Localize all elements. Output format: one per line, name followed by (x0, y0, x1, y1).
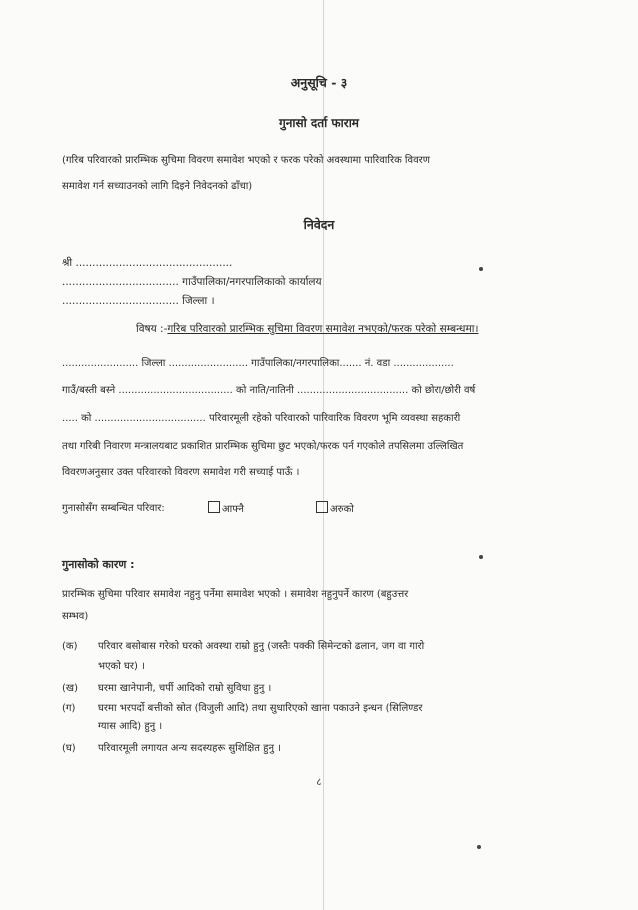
address-line-2: ................................... गाउँपालिका/नगरपालिकाको कार्यालय (62, 276, 322, 288)
intro-line-2: समावेश गर्न सच्याउनको लागि दिइने निवेदनको ढाँचा) (62, 181, 253, 192)
item-ga-label: (ग) (62, 703, 76, 714)
item-ga-line-1: घरमा भरपर्दो बत्तीको स्रोत (विजुली आदि) तथा सुधारिएको खाना पकाउने इन्धन (सिलिण्डर (98, 703, 423, 714)
item-ga-line-2: ग्यास आदि) हुनु । (98, 721, 163, 732)
intro-line-1: (गरिब परिवारको प्रारम्भिक सुचिमा विवरण समावेश भएको र फरक परेको अवस्थामा पारिवारिक विवरण (62, 155, 430, 166)
annex-title: अनुसूचि - ३ (290, 75, 348, 90)
subject-text: गरिब परिवारको प्रारम्भिक सुचिमा विवरण समावेश नभएको/फरक परेको सम्बन्धमा। (167, 323, 479, 335)
other-checkbox[interactable] (316, 501, 328, 513)
item-kha-line-1: घरमा खानेपानी, चर्पी आदिको राम्रो सुविधा हुनु । (98, 683, 272, 694)
application-heading: निवेदन (303, 217, 335, 232)
reason-intro-1: प्रारम्भिक सुचिमा परिवार समावेश नहुनु पर्नेमा समावेश भएको । समावेश नहुनुपर्ने कारण (बहुउत्तर (62, 589, 409, 600)
option-self[interactable] (208, 501, 244, 517)
body-line-3: ..... को ................................... परिवारमूली रहेको परिवारको पारिवारिक विवरण भूमि व्यवस्था सहकारी (62, 413, 461, 424)
subject-line (136, 322, 478, 336)
option-self-label: आफ्नै (222, 504, 244, 515)
reason-intro-2: सम्भव) (62, 611, 89, 622)
page-fold-line (323, 0, 324, 910)
scan-speck (479, 555, 483, 559)
family-label: गुनासोसँग सम्बन्धित परिवार: (62, 503, 165, 514)
subject-label: विषय :- (136, 323, 168, 335)
form-title: गुनासो दर्ता फाराम (279, 116, 359, 130)
self-checkbox[interactable] (208, 501, 220, 513)
item-ka-label: (क) (62, 641, 78, 652)
page-number: ८ (316, 777, 322, 788)
item-ka-line-2: भएको घर) । (98, 661, 145, 672)
body-line-4: तथा गरिबी निवारण मन्त्रालयबाट प्रकाशित प्रारम्भिक सुचिमा छुट भएको/फरक पर्न गएकोले तपसिलमा उल्लिखित (62, 441, 464, 452)
item-gha-line-1: परिवारमूली लगायत अन्य सदस्यहरू सुशिक्षित हुनु । (98, 743, 282, 754)
body-line-5: विवरणअनुसार उक्त परिवारको विवरण समावेश गरी सच्याई पाऊँ । (62, 467, 300, 478)
item-gha-label: (घ) (62, 743, 76, 754)
option-other-label: अरुको (330, 504, 354, 515)
body-line-1: ........................ जिल्ला ......................... गाउँपालिका/नगरपालिका....... नं. वडा ................... (62, 358, 454, 369)
reason-heading: गुनासोको कारण : (62, 558, 135, 571)
item-ka-line-1: परिवार बसोबास गरेको घरको अवस्था राम्रो हुनु (जस्तैः पक्की सिमेन्टको ढलान, जग वा गारो (98, 641, 425, 652)
option-other[interactable] (316, 501, 354, 517)
address-line-3: ................................... जिल्ला । (62, 295, 215, 307)
body-line-2: गाउँ/बस्ती बस्ने .................................... को नाति/नातिनी ................................... को छोरा/छोरी वर्ष (62, 385, 476, 396)
address-line-1: श्री ............................................... (62, 257, 233, 269)
scan-speck (479, 267, 483, 271)
item-kha-label: (ख) (62, 683, 78, 694)
scan-speck (477, 845, 481, 849)
